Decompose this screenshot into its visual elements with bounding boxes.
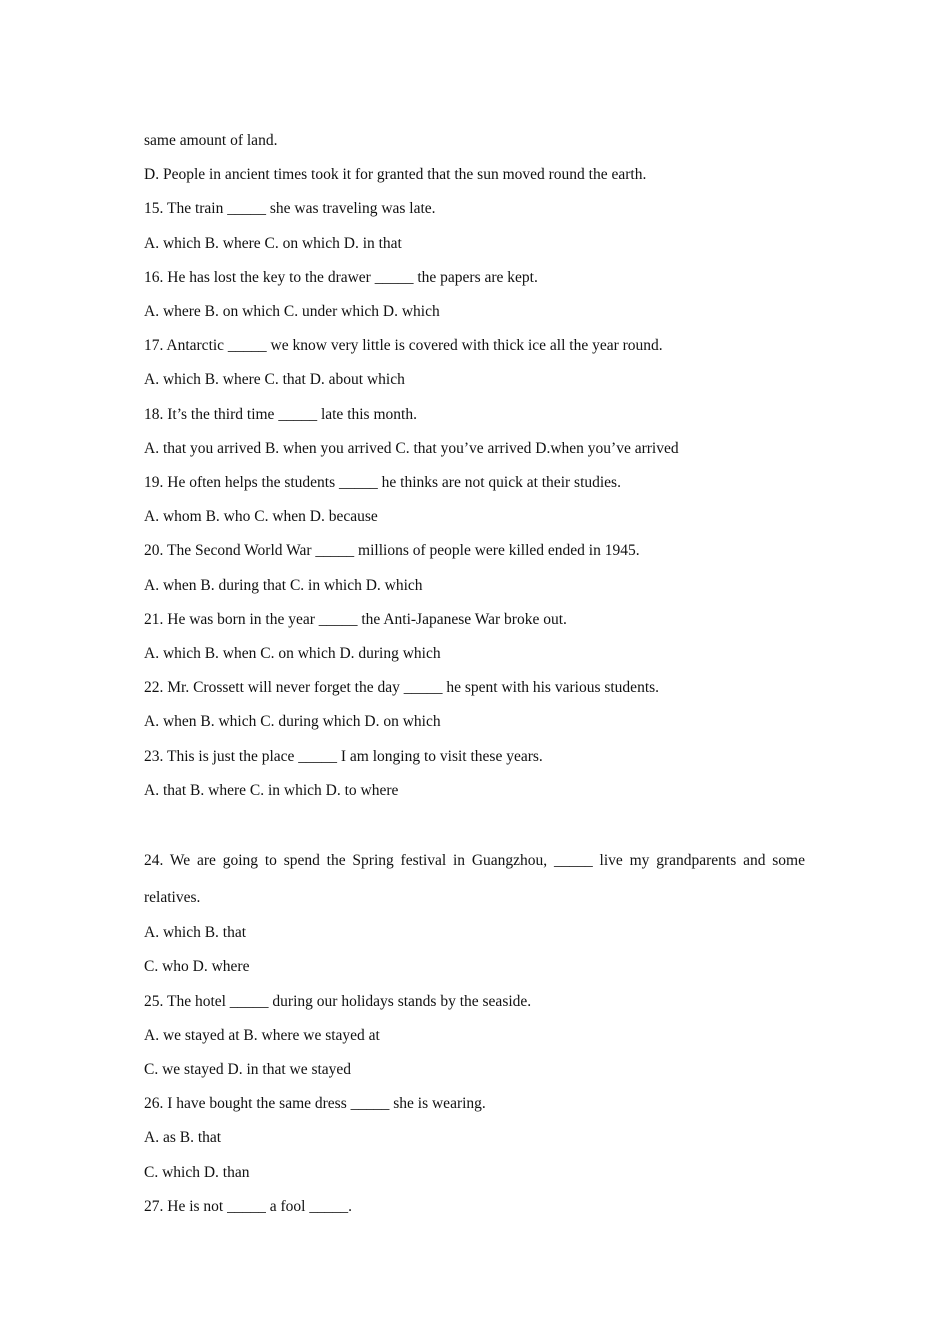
question-16: 16. He has lost the key to the drawer _____ the papers are kept. — [144, 268, 538, 286]
options-15: A. which B. where C. on which D. in that — [144, 234, 402, 252]
question-21: 21. He was born in the year _____ the Anti-Japanese War broke out. — [144, 610, 567, 628]
question-26: 26. I have bought the same dress _____ she is wearing. — [144, 1095, 486, 1113]
options-25-cd: C. we stayed D. in that we stayed — [144, 1061, 352, 1079]
question-24: 24. We are going to spend the Spring festival in Guangzhou, _____ live my grandparents and some relatives. — [144, 852, 805, 907]
options-16: A. where B. on which C. under which D. which — [144, 303, 440, 321]
question-25: 25. The hotel _____ during our holidays stands by the seaside. — [144, 992, 532, 1010]
options-24-cd: C. who D. where — [144, 958, 250, 976]
options-26-cd: C. which D. than — [144, 1163, 250, 1181]
answer-option-line: D. People in ancient times took it for granted that the sun moved round the earth. — [144, 166, 647, 184]
question-20: 20. The Second World War _____ millions of people were killed ended in 1945. — [144, 542, 640, 560]
document-body — [144, 124, 805, 1224]
question-27: 27. He is not _____ a fool _____. — [144, 1197, 352, 1215]
options-21: A. which B. when C. on which D. during which — [144, 645, 441, 663]
options-18: A. that you arrived B. when you arrived C. that you’ve arrived D.when you’ve arrived — [144, 439, 679, 457]
options-23: A. that B. where C. in which D. to where — [144, 781, 399, 799]
options-19: A. whom B. who C. when D. because — [144, 508, 378, 526]
options-25-ab: A. we stayed at B. where we stayed at — [144, 1026, 380, 1044]
question-19: 19. He often helps the students _____ he thinks are not quick at their studies. — [144, 474, 621, 492]
question-23: 23. This is just the place _____ I am longing to visit these years. — [144, 747, 543, 765]
options-17: A. which B. where C. that D. about which — [144, 371, 405, 389]
question-18: 18. It’s the third time _____ late this month. — [144, 405, 417, 423]
text-line: same amount of land. — [144, 132, 278, 149]
options-26-ab: A. as B. that — [144, 1129, 222, 1147]
blank-spacer — [144, 808, 805, 842]
options-22: A. when B. which C. during which D. on which — [144, 713, 441, 731]
question-22: 22. Mr. Crossett will never forget the day _____ he spent with his various students. — [144, 679, 660, 697]
question-17: 17. Antarctic _____ we know very little is covered with thick ice all the year round. — [144, 337, 663, 355]
options-24-ab: A. which B. that — [144, 924, 247, 942]
options-20: A. when B. during that C. in which D. which — [144, 576, 423, 594]
question-15: 15. The train _____ she was traveling was late. — [144, 200, 436, 218]
